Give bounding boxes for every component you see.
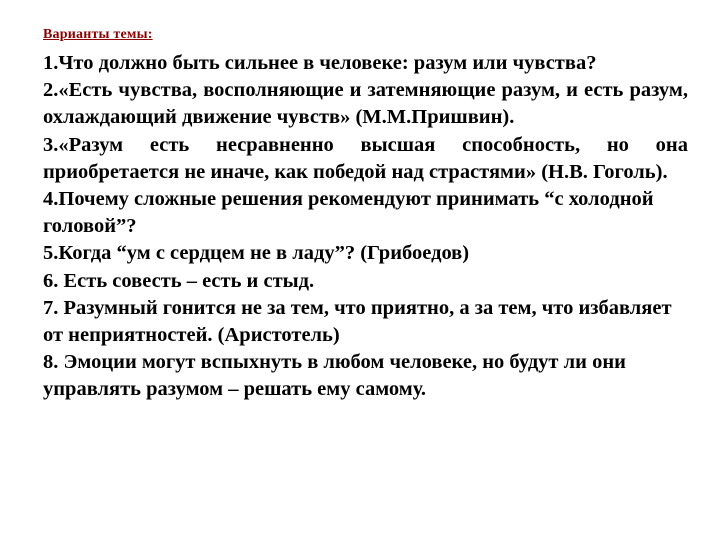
topic-item-8: 8. Эмоции могут вспыхнуть в любом человеке, но будут ли они управлять разумом – решать ему самому. bbox=[43, 351, 626, 401]
topic-item-5: 5.Когда “ум с сердцем не в ладу”? (Грибоедов) bbox=[43, 242, 470, 265]
topic-item-6: 6. Есть совесть – есть и стыд. bbox=[43, 269, 315, 292]
topic-item-7: 7. Разумный гонится не за тем, что приятно, а за тем, что избавляет от неприятностей. (Аристотель) bbox=[43, 296, 672, 347]
topic-item-1: 1.Что должно быть сильнее в человеке: разум или чувства? bbox=[43, 52, 597, 74]
document-body bbox=[43, 26, 688, 404]
topics-heading: Варианты темы: bbox=[43, 27, 153, 42]
topic-item-3: 3.«Разум есть несравненно высшая способность, но она приобретается не иначе, как победой над страстями» (Н.В. Гоголь). bbox=[43, 133, 688, 183]
topic-item-2: 2.«Есть чувства, восполняющие и затемняющие разум, и есть разум, охлаждающий движение чувств» (М.М.Пришвин). bbox=[43, 79, 688, 129]
topic-item-4: 4.Почему сложные решения рекомендуют принимать “с холодной головой”? bbox=[43, 188, 654, 238]
